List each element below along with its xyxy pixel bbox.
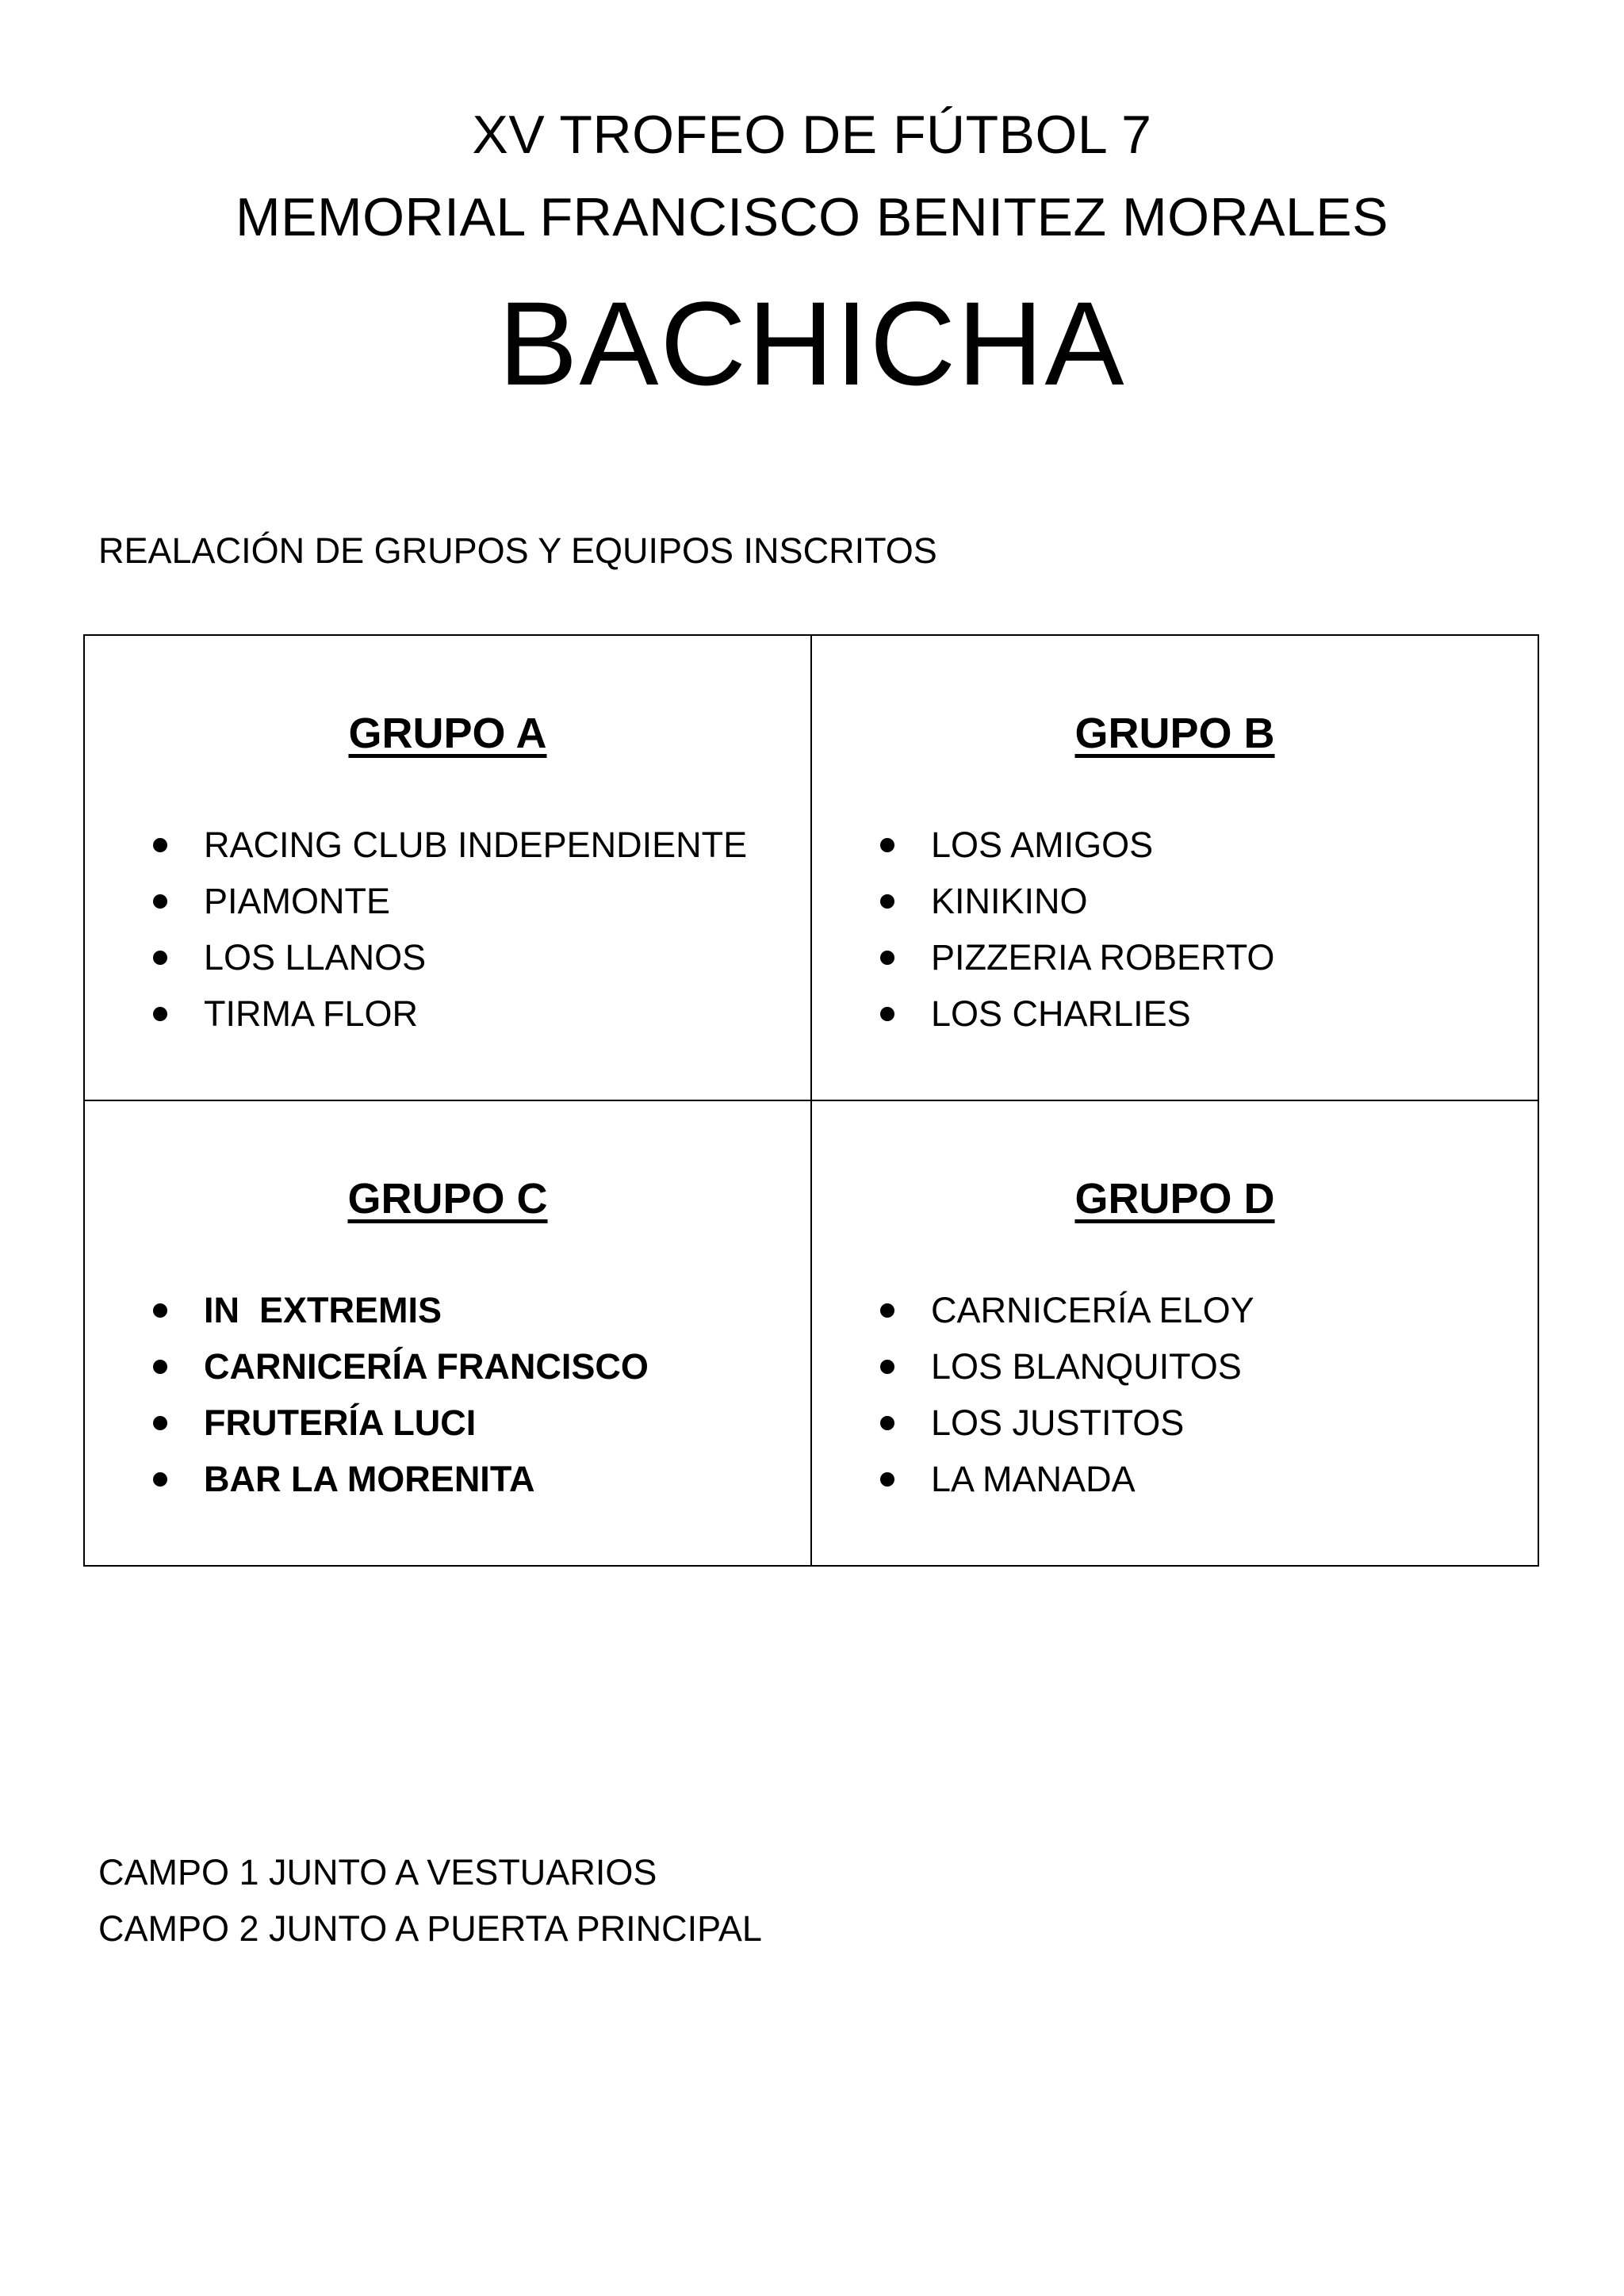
team-name: IN EXTREMIS bbox=[204, 1290, 442, 1330]
bullet-icon bbox=[880, 951, 894, 965]
team-list-d bbox=[812, 1282, 1538, 1507]
bullet-icon bbox=[880, 1472, 894, 1487]
groups-row bbox=[84, 635, 1538, 1100]
team-name: RACING CLUB INDEPENDIENTE bbox=[204, 825, 748, 865]
group-heading-c: GRUPO C bbox=[347, 1175, 548, 1223]
team-item bbox=[880, 1282, 1538, 1338]
team-name: TIRMA FLOR bbox=[204, 993, 419, 1034]
team-name: BAR LA MORENITA bbox=[204, 1459, 535, 1499]
bullet-icon bbox=[153, 1472, 167, 1487]
groups-table bbox=[83, 634, 1539, 1567]
team-name: FRUTERÍA LUCI bbox=[204, 1402, 477, 1443]
bullet-icon bbox=[153, 838, 167, 852]
team-name: PIZZERIA ROBERTO bbox=[931, 937, 1275, 978]
bullet-icon bbox=[880, 838, 894, 852]
bullet-icon bbox=[880, 1303, 894, 1318]
team-item bbox=[880, 985, 1538, 1042]
bullet-icon bbox=[880, 1007, 894, 1021]
team-name: PIAMONTE bbox=[204, 881, 391, 921]
team-item bbox=[153, 1282, 810, 1338]
team-name: LOS LLANOS bbox=[204, 937, 427, 978]
team-item bbox=[153, 1395, 810, 1451]
team-item bbox=[880, 1395, 1538, 1451]
field-note-1: CAMPO 1 JUNTO A VESTUARIOS bbox=[98, 1852, 657, 1892]
bullet-icon bbox=[153, 1007, 167, 1021]
team-item bbox=[153, 929, 810, 985]
bullet-icon bbox=[153, 1360, 167, 1374]
bullet-icon bbox=[153, 894, 167, 909]
team-name: CARNICERÍA ELOY bbox=[931, 1290, 1254, 1330]
team-list-a bbox=[85, 817, 810, 1042]
bullet-icon bbox=[153, 951, 167, 965]
team-name: LOS JUSTITOS bbox=[931, 1402, 1185, 1443]
bullet-icon bbox=[880, 1416, 894, 1430]
tournament-title: XV TROFEO DE FÚTBOL 7 bbox=[472, 105, 1152, 165]
team-item bbox=[880, 1451, 1538, 1507]
document-header bbox=[0, 105, 1624, 410]
bullet-icon bbox=[153, 1303, 167, 1318]
team-name: CARNICERÍA FRANCISCO bbox=[204, 1346, 649, 1387]
group-cell-c bbox=[84, 1100, 811, 1566]
team-name: LOS BLANQUITOS bbox=[931, 1346, 1242, 1387]
group-heading-d: GRUPO D bbox=[1074, 1175, 1275, 1223]
venue-title: BACHICHA bbox=[498, 277, 1126, 410]
group-cell-a bbox=[84, 635, 811, 1100]
team-name: LOS AMIGOS bbox=[931, 825, 1154, 865]
group-cell-b bbox=[811, 635, 1538, 1100]
team-item bbox=[880, 873, 1538, 929]
groups-row bbox=[84, 1100, 1538, 1566]
team-list-b bbox=[812, 817, 1538, 1042]
bullet-icon bbox=[153, 1416, 167, 1430]
group-heading-b: GRUPO B bbox=[1074, 710, 1275, 757]
group-cell-d bbox=[811, 1100, 1538, 1566]
team-list-c bbox=[85, 1282, 810, 1507]
groups-subtitle: REALACIÓN DE GRUPOS Y EQUIPOS INSCRITOS bbox=[98, 530, 937, 571]
team-item bbox=[153, 817, 810, 873]
bullet-icon bbox=[880, 1360, 894, 1374]
team-name: LOS CHARLIES bbox=[931, 993, 1191, 1034]
team-item bbox=[880, 929, 1538, 985]
group-heading-a: GRUPO A bbox=[348, 710, 547, 757]
team-item bbox=[153, 985, 810, 1042]
team-item bbox=[880, 817, 1538, 873]
team-item bbox=[153, 1338, 810, 1395]
field-note-2: CAMPO 2 JUNTO A PUERTA PRINCIPAL bbox=[98, 1908, 762, 1949]
team-item bbox=[880, 1338, 1538, 1395]
memorial-title: MEMORIAL FRANCISCO BENITEZ MORALES bbox=[236, 187, 1388, 247]
team-name: LA MANADA bbox=[931, 1459, 1136, 1499]
bullet-icon bbox=[880, 894, 894, 909]
team-item bbox=[153, 1451, 810, 1507]
field-notes bbox=[98, 1844, 762, 1957]
team-name: KINIKINO bbox=[931, 881, 1088, 921]
team-item bbox=[153, 873, 810, 929]
